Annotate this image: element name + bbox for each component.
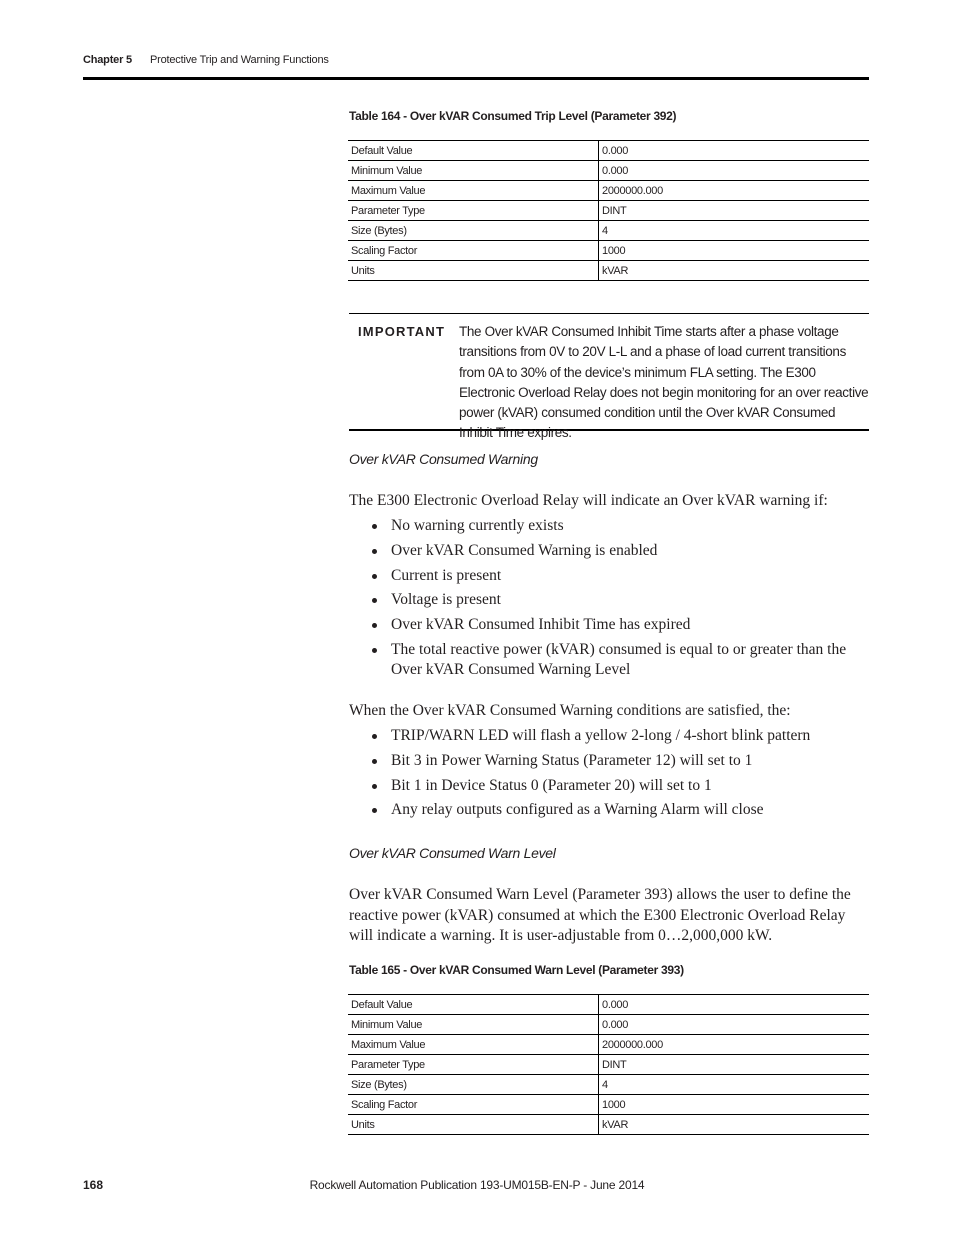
section-heading-warn-level: Over kVAR Consumed Warn Level	[349, 845, 556, 861]
table-cell-value: kVAR	[599, 1115, 870, 1135]
warning-intro: The E300 Electronic Overload Relay will indicate an Over kVAR warning if:	[349, 492, 828, 509]
table-row	[348, 1095, 869, 1115]
table-cell-label: Size (Bytes)	[348, 221, 599, 241]
table-cell-label: Minimum Value	[348, 161, 599, 181]
table-cell-value: 0.000	[599, 141, 870, 161]
table-cell-value: 2000000.000	[599, 181, 870, 201]
table-cell-value: DINT	[599, 1055, 870, 1075]
table-164	[348, 140, 869, 281]
table-cell-label: Scaling Factor	[348, 241, 599, 261]
table-row	[348, 161, 869, 181]
table-cell-value: 0.000	[599, 995, 870, 1015]
table-cell-value: 4	[599, 1075, 870, 1095]
bullet-icon	[372, 524, 377, 529]
list-item: No warning currently exists	[349, 516, 871, 537]
page-header	[83, 53, 869, 80]
bullet-icon	[372, 549, 377, 554]
important-text: The Over kVAR Consumed Inhibit Time starts after a phase voltage transitions from 0V to 20V L-L and a phase of load current transitions from 0A to 30% of the device’s minimum FLA setting. The E300 Electronic Overload Relay does not begin monitoring for an over reactive power (kVAR) consumed condition until the Over kVAR Consumed Inhibit Time expires.	[459, 324, 869, 441]
table-165-caption: Table 165 - Over kVAR Consumed Warn Level (Parameter 393)	[349, 963, 684, 977]
table-row	[348, 995, 869, 1015]
table-cell-value: 4	[599, 221, 870, 241]
table-cell-value: 0.000	[599, 1015, 870, 1035]
table-cell-label: Units	[348, 1115, 599, 1135]
table-row	[348, 1115, 869, 1135]
table-row	[348, 1035, 869, 1055]
table-cell-label: Scaling Factor	[348, 1095, 599, 1115]
chapter-title: Protective Trip and Warning Functions	[150, 54, 329, 66]
list-item: Any relay outputs configured as a Warning Alarm will close	[349, 800, 871, 821]
table-cell-label: Minimum Value	[348, 1015, 599, 1035]
table-cell-label: Default Value	[348, 995, 599, 1015]
list-item: Bit 1 in Device Status 0 (Parameter 20) will set to 1	[349, 776, 871, 797]
table-165	[348, 994, 869, 1135]
bullet-icon	[372, 623, 377, 628]
table-cell-label: Units	[348, 261, 599, 281]
list-item: Current is present	[349, 566, 871, 587]
table-row	[348, 1015, 869, 1035]
table-row	[348, 181, 869, 201]
warning-result-intro: When the Over kVAR Consumed Warning conditions are satisfied, the:	[349, 702, 791, 719]
warning-results-list	[349, 726, 871, 825]
table-cell-label: Parameter Type	[348, 201, 599, 221]
important-note	[349, 313, 869, 441]
list-item: Voltage is present	[349, 590, 871, 611]
publication-footer: Rockwell Automation Publication 193-UM015B-EN-P - June 2014	[309, 1178, 645, 1192]
list-item: The total reactive power (kVAR) consumed is equal to or greater than the Over kVAR Consumed Warning Level	[349, 640, 871, 681]
table-cell-value: 2000000.000	[599, 1035, 870, 1055]
bullet-icon	[372, 574, 377, 579]
table-row	[348, 241, 869, 261]
table-cell-value: DINT	[599, 201, 870, 221]
table-cell-label: Maximum Value	[348, 181, 599, 201]
table-cell-value: 1000	[599, 1095, 870, 1115]
page-number: 168	[83, 1178, 104, 1192]
list-item: Over kVAR Consumed Warning is enabled	[349, 541, 871, 562]
table-row	[348, 221, 869, 241]
warning-conditions-list	[349, 516, 871, 685]
table-cell-value: kVAR	[599, 261, 870, 281]
table-row	[348, 261, 869, 281]
table-cell-label: Size (Bytes)	[348, 1075, 599, 1095]
table-row	[348, 201, 869, 221]
list-item: TRIP/WARN LED will flash a yellow 2-long / 4-short blink pattern	[349, 726, 871, 747]
section-heading-warning: Over kVAR Consumed Warning	[349, 451, 538, 467]
important-label: IMPORTANT	[358, 324, 446, 339]
list-item: Bit 3 in Power Warning Status (Parameter 12) will set to 1	[349, 751, 871, 772]
table-row	[348, 1075, 869, 1095]
table-row	[348, 141, 869, 161]
table-164-caption: Table 164 - Over kVAR Consumed Trip Level (Parameter 392)	[349, 109, 677, 123]
table-row	[348, 1055, 869, 1075]
bullet-icon	[372, 759, 377, 764]
bullet-icon	[372, 784, 377, 789]
list-item: Over kVAR Consumed Inhibit Time has expired	[349, 615, 871, 636]
table-cell-value: 0.000	[599, 161, 870, 181]
table-cell-label: Maximum Value	[348, 1035, 599, 1055]
table-cell-label: Default Value	[348, 141, 599, 161]
bullet-icon	[372, 808, 377, 813]
bullet-icon	[372, 648, 377, 653]
chapter-label: Chapter 5	[83, 54, 132, 66]
table-cell-value: 1000	[599, 241, 870, 261]
warn-level-text: Over kVAR Consumed Warn Level (Parameter 393) allows the user to define the reactive power (kVAR) consumed at which the E300 Electronic Overload Relay will indicate a warning. It is user-adjustable from 0…2,000,000 kW.	[349, 886, 851, 944]
table-cell-label: Parameter Type	[348, 1055, 599, 1075]
bullet-icon	[372, 598, 377, 603]
bullet-icon	[372, 734, 377, 739]
